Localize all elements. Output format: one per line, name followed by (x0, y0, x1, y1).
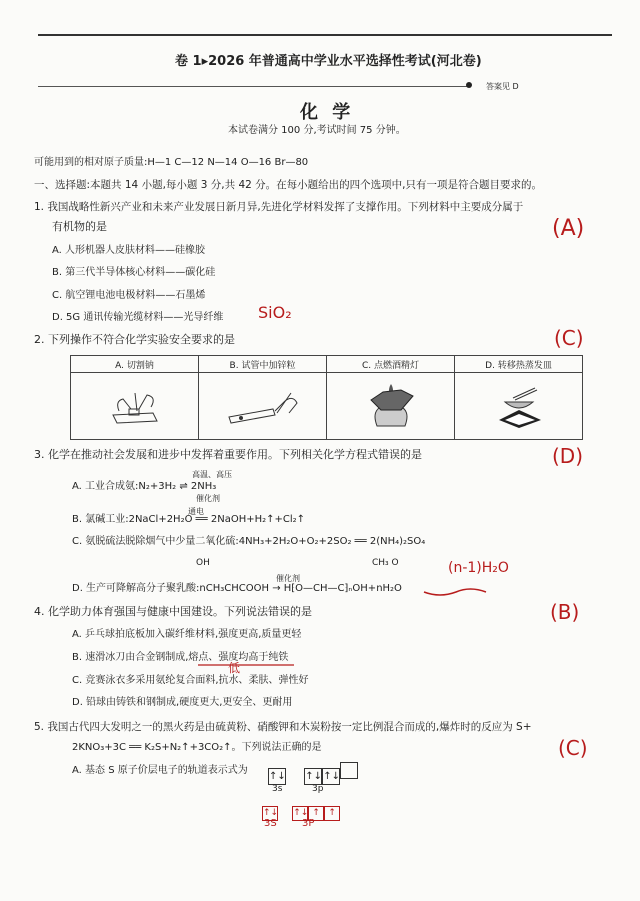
q4-hand-answer: (B) (550, 600, 580, 624)
hand-underline-mark (420, 584, 490, 598)
orbital-3p-box-1: ↑↓ (304, 768, 322, 785)
q5-option-a: A. 基态 S 原子价层电子的轨道表示式为 (72, 765, 248, 776)
atomic-masses: 可能用到的相对原子质量:H—1 C—12 N—14 O—16 Br—80 (34, 157, 309, 168)
q3-cond-a-top: 高温、高压 (192, 470, 232, 479)
q2-header-c: C. 点燃酒精灯 (327, 356, 455, 373)
hand-orbital-3p-1: ↑↓ (292, 806, 308, 821)
q4-option-d: D. 铅球由铸铁和钢制成,硬度更大,更安全、更耐用 (72, 697, 293, 708)
q3-option-b: B. 氯碱工业:2NaCl+2H₂O ══ 2NaOH+H₂↑+Cl₂↑ (72, 514, 306, 525)
header-rule (38, 86, 468, 87)
q3-cond-b: 通电 (188, 507, 204, 516)
hand-label-3p: 3P (302, 818, 315, 829)
q3-option-a: A. 工业合成氨:N₂+3H₂ ⇌ 2NH₃ (72, 481, 217, 492)
q2-image-b (199, 373, 327, 440)
q1-option-c: C. 航空锂电池电极材料——石墨烯 (52, 290, 206, 301)
q2-hand-answer: (C) (554, 326, 584, 350)
hand-orbital-3s: ↑↓ (262, 806, 278, 821)
q1-option-b: B. 第三代半导体核心材料——碳化硅 (52, 267, 216, 278)
q2-image-a (71, 373, 199, 440)
q5-stem-line2: 2KNO₃+3C ══ K₂S+N₂↑+3CO₂↑。下列说法正确的是 (72, 742, 322, 753)
q4-option-b: B. 速滑冰刀由合金钢制成,熔点、强度均高于纯铁 (72, 652, 289, 663)
q3-cond-d: 催化剂 (276, 574, 300, 583)
q3-option-d: D. 生产可降解高分子聚乳酸:nCH₃CHCOOH → H⁅O—CH—C⁆ₙOH+nH₂O (72, 583, 402, 594)
top-rule (38, 34, 612, 36)
q3-stem: 3. 化学在推动社会发展和进步中发挥着重要作用。下列相关化学方程式错误的是 (34, 448, 422, 461)
exam-info: 本试卷满分 100 分,考试时间 75 分钟。 (228, 125, 406, 136)
q1-hand-answer: (A) (552, 216, 585, 241)
test-tube-zinc-icon (223, 383, 303, 427)
q1-hand-note: SiO₂ (258, 303, 292, 322)
q4-option-c: C. 竞赛泳衣多采用氨纶复合面料,抗水、柔肤、弹性好 (72, 675, 309, 686)
q2-stem: 2. 下列操作不符合化学实验安全要求的是 (34, 333, 235, 346)
q3-hand-answer: (D) (552, 444, 584, 468)
exam-header-title: 卷 1▸2026 年普通高中学业水平选择性考试(河北卷) (175, 54, 482, 69)
q2-header-a: A. 切割钠 (71, 356, 199, 373)
orbital-3p-box-3 (340, 762, 358, 779)
orbital-3s-box: ↑↓ (268, 768, 286, 785)
q3-cond-a-bot: 催化剂 (196, 494, 220, 503)
q2-header-b: B. 试管中加锌粒 (199, 356, 327, 373)
q3-hand-note: (n-1)H₂O (448, 560, 509, 576)
q5-hand-answer: (C) (558, 736, 588, 760)
cutting-sodium-icon (105, 383, 165, 427)
hand-underline-b (196, 662, 296, 668)
q1-option-d: D. 5G 通讯传输光缆材料——光导纤维 (52, 312, 224, 323)
hand-label-3s: 3S (264, 818, 277, 829)
subject-title: 化 学 (300, 102, 355, 123)
q1-stem-line2: 有机物的是 (52, 220, 107, 233)
evaporating-dish-icon (489, 380, 549, 430)
q1-option-a: A. 人形机器人皮肤材料——硅橡胶 (52, 245, 206, 256)
q3-option-c: C. 氨脱硫法脱除烟气中少量二氧化硫:4NH₃+2H₂O+O₂+2SO₂ ══ 2(NH₄)₂SO₄ (72, 536, 426, 547)
q2-image-c (327, 373, 455, 440)
q2-image-d (455, 373, 583, 440)
alcohol-lamp-icon (361, 380, 421, 430)
orbital-3p-box-2: ↑↓ (322, 768, 340, 785)
rule-dot (466, 82, 472, 88)
hand-orbital-3p-2: ↑ (308, 806, 324, 821)
hand-orbital-3p-3: ↑ (324, 806, 340, 821)
q2-header-d: D. 转移热蒸发皿 (455, 356, 583, 373)
q3-oh-label: OH (196, 558, 210, 568)
q2-operations-table (70, 355, 583, 440)
section-heading: 一、选择题:本题共 14 小题,每小题 3 分,共 42 分。在每小题给出的四个选项中,只有一项是符合题目要求的。 (34, 179, 542, 191)
q3-ch3o-label: CH₃ O (372, 558, 399, 568)
q1-stem-line1: 1. 我国战略性新兴产业和未来产业发展日新月异,先进化学材料发挥了支撑作用。下列材料中主要成分属于 (34, 201, 524, 213)
answer-ref: 答案见 D (486, 82, 519, 91)
orbital-label-3s: 3s (272, 784, 283, 794)
q4-option-a: A. 乒乓球拍底板加入碳纤维材料,强度更高,质量更轻 (72, 629, 302, 640)
q4-hand-note: 低 (228, 661, 241, 675)
q5-stem-line1: 5. 我国古代四大发明之一的黑火药是由硫黄粉、硝酸钾和木炭粉按一定比例混合而成的,爆炸时的反应为 S+ (34, 721, 532, 733)
orbital-label-3p: 3p (312, 784, 324, 794)
q4-stem: 4. 化学助力体育强国与健康中国建设。下列说法错误的是 (34, 605, 312, 618)
